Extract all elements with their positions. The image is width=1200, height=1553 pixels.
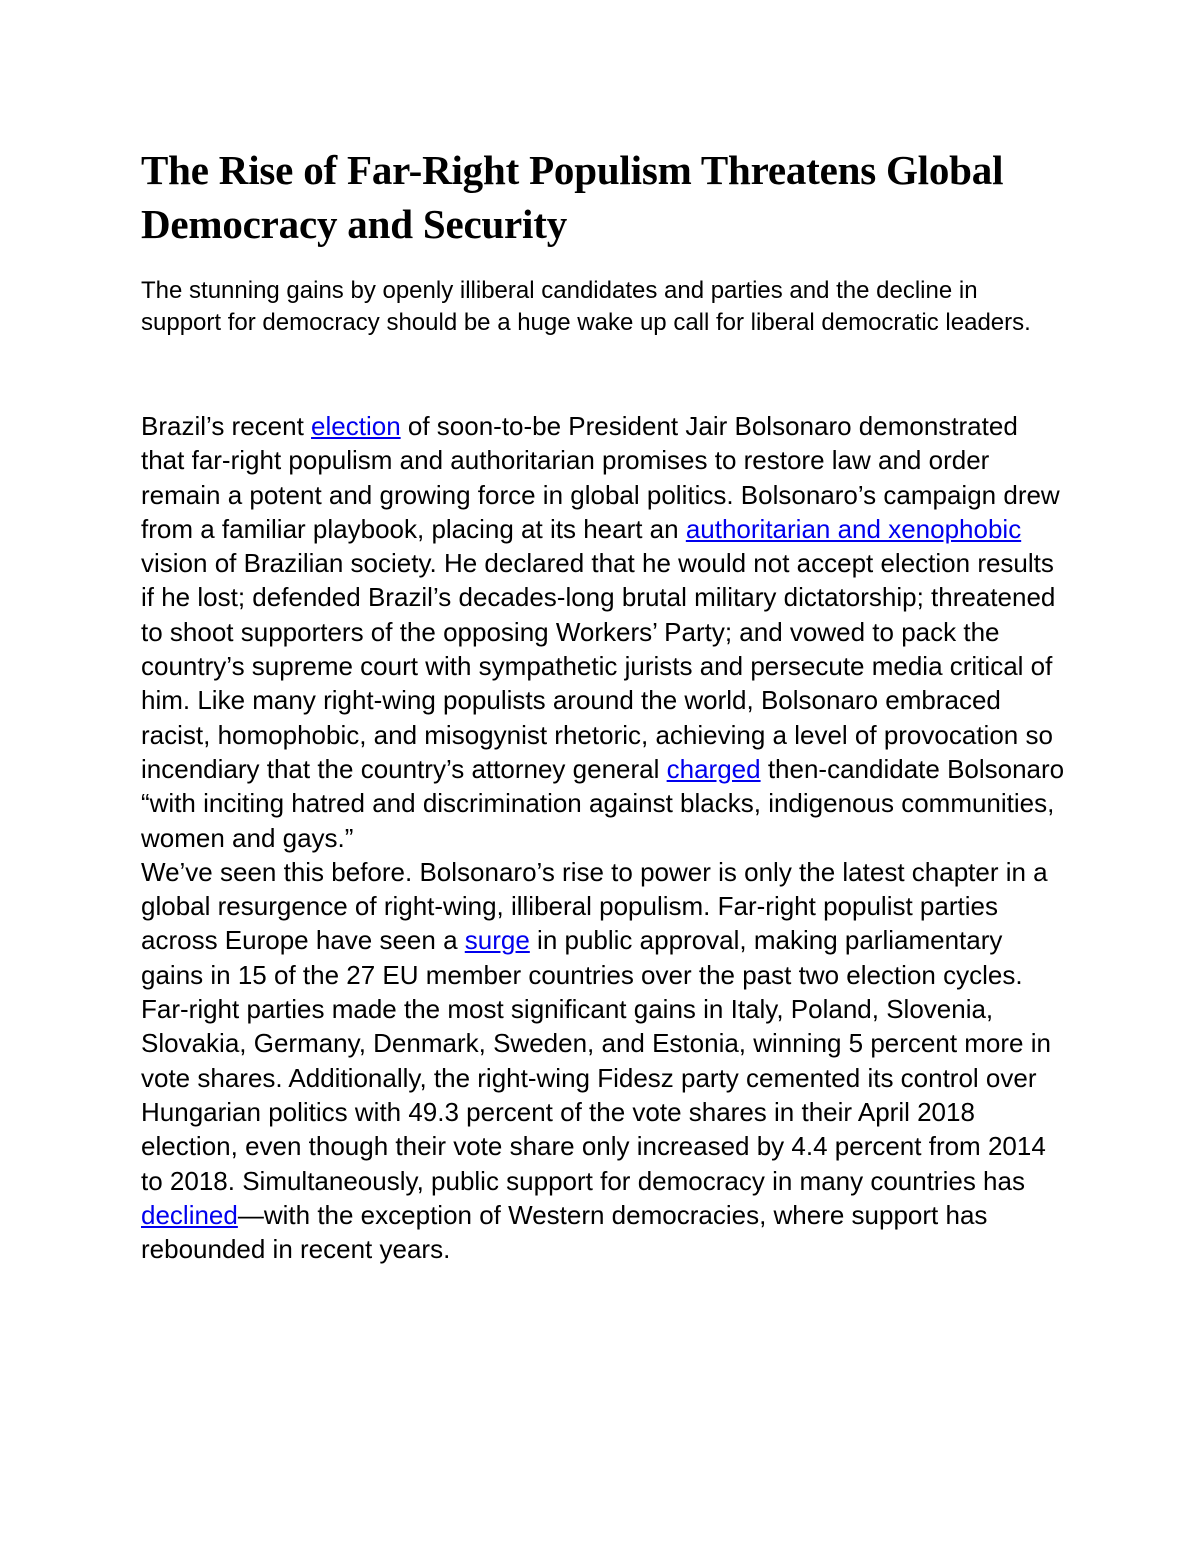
paragraph-2-text-2: in public approval, making parliamentary gains in 15 of the 27 EU member countries over the past two election cycles. Far-right parties made the most significant gains in Italy, Poland, Slovenia, Slovakia, Germany, Denmark, Sweden, and Estonia, winning 5 percent more in vote shares. Additionally, the right-wing Fidesz party cemented its control over Hungarian politics with 49.3 percent of the vote shares in their April 2018 election, even though their vote share only increased by 4.4 percent from 2014 to 2018. Simultaneously, public support for democracy in many countries has — [141, 925, 1051, 1196]
paragraph-1 — [141, 409, 1066, 855]
paragraph-1-text-1: Brazil’s recent — [141, 411, 312, 441]
article-title: The Rise of Far-Right Populism Threatens Global Democracy and Security — [141, 147, 1004, 247]
paragraph-2 — [141, 855, 1066, 1267]
paragraph-1-text-3: vision of Brazilian society. He declared that he would not accept election results if he lost; defended Brazil’s decades-long brutal military dictatorship; threatened to shoot supporters of the opposing Workers’ Party; and vowed to pack the country’s supreme court with sympathetic jurists and persecute media critical of him. Like many right-wing populists around the world, Bolsonaro embraced racist, homophobic, and misogynist rhetoric, achieving a level of provocation so incendiary that the country’s attorney general — [141, 548, 1056, 784]
article-subtitle: The stunning gains by openly illiberal candidates and parties and the decline in support for democracy should be a huge wake up call for liberal democratic leaders. — [141, 277, 1031, 336]
paragraph-2-text-3: —with the exception of Western democracies, where support has rebounded in recent years. — [141, 1199, 988, 1265]
paragraph-1-text-4: then-candidate Bolsonaro “with inciting hatred and discrimination against blacks, indigenous communities, women and gays.” — [141, 753, 1065, 853]
link-surge[interactable]: surge — [464, 925, 530, 956]
document-page — [141, 143, 1071, 1266]
paragraph-2-text-1: We’ve seen this before. Bolsonaro’s rise to power is only the latest chapter in a global resurgence of right-wing, illiberal populism. Far-right populist parties across Europe have seen a — [141, 856, 1048, 956]
link-election[interactable]: election — [311, 411, 401, 441]
link-declined[interactable]: declined — [141, 1199, 238, 1230]
link-authoritarian-xenophobic[interactable]: authoritarian and xenophobic — [685, 513, 1022, 544]
link-charged[interactable]: charged — [666, 753, 761, 784]
paragraph-1-text-2: of soon-to-be President Jair Bolsonaro demonstrated that far-right populism and authoritarian promises to restore law and order remain a potent and growing force in global politics. Bolsonaro’s campaign drew from a familiar playbook, placing at its heart an — [141, 411, 1060, 544]
